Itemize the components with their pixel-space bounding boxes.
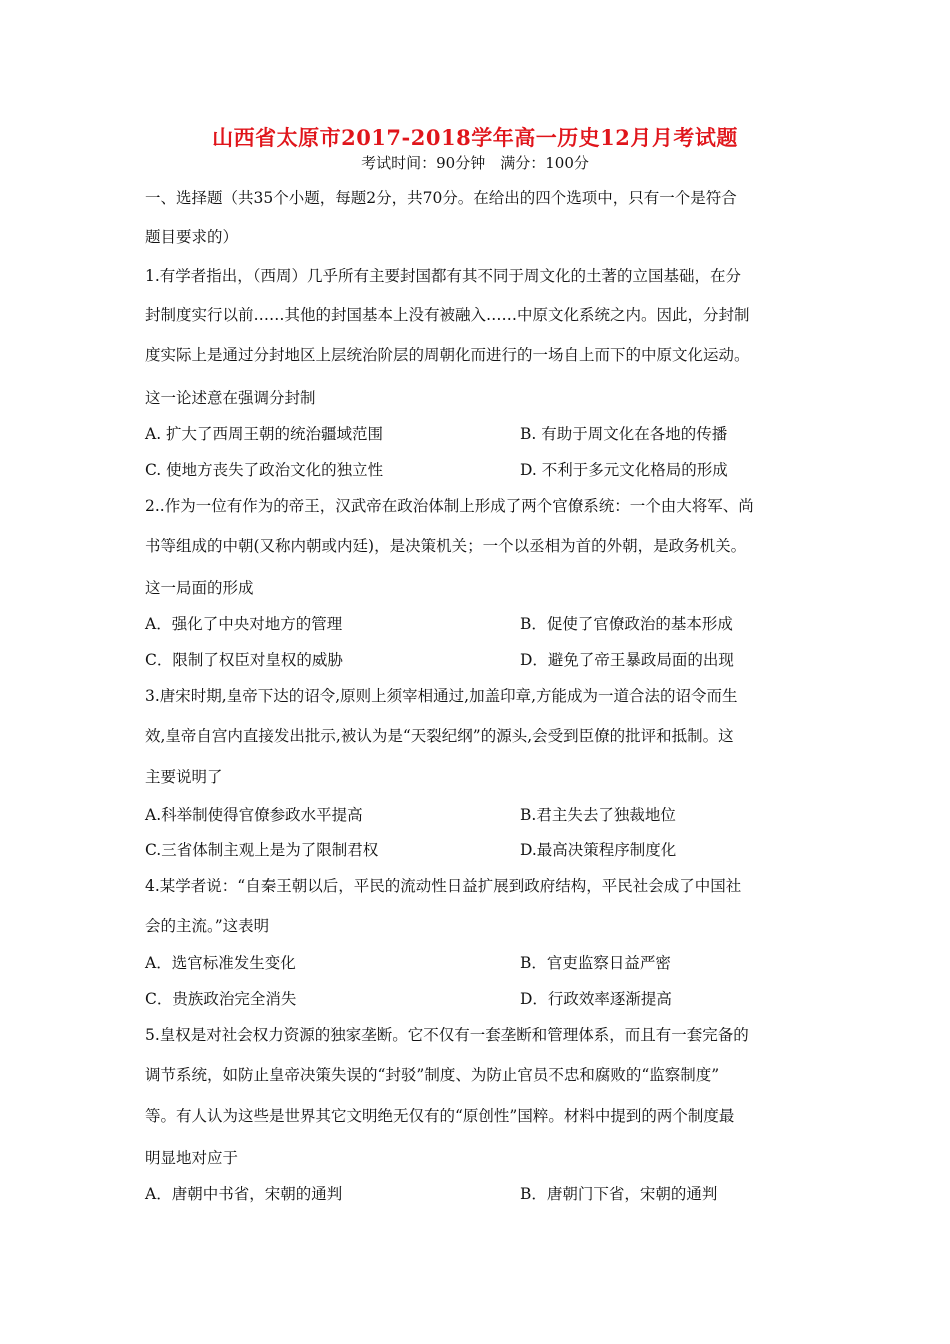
question-5-text: 明显地对应于 xyxy=(145,1149,239,1167)
question-4-option-d: D．行政效率逐渐提高 xyxy=(520,990,672,1008)
question-4-text: 会的主流。”这表明 xyxy=(145,917,270,935)
question-3-option-b: B.君主失去了独裁地位 xyxy=(520,806,676,824)
question-2-text: 书等组成的中朝(又称内朝或内廷)，是决策机关；一个以丞相为首的外朝，是政务机关。 xyxy=(145,537,747,555)
question-3-option-d: D.最高决策程序制度化 xyxy=(520,841,677,859)
question-4-option-c: C．贵族政治完全消失 xyxy=(145,990,297,1008)
question-1-text: 封制度实行以前……其他的封国基本上没有被融入……中原文化系统之内。因此，分封制 xyxy=(145,306,750,324)
page-title: 山西省太原市2017-2018学年高一历史12月月考试题 xyxy=(212,125,738,150)
question-4-text: 4.某学者说：“自秦王朝以后，平民的流动性日益扩展到政府结构，平民社会成了中国社 xyxy=(145,877,742,895)
question-1-text: 度实际上是通过分封地区上层统治阶层的周朝化而进行的一场自上而下的中原文化运动。 xyxy=(145,346,750,364)
question-5-text: 5.皇权是对社会权力资源的独家垄断。它不仅有一套垄断和管理体系，而且有一套完备的 xyxy=(145,1026,749,1044)
question-1-option-a: A. 扩大了西周王朝的统治疆域范围 xyxy=(145,425,384,443)
question-4-option-a: A．选官标准发生变化 xyxy=(145,954,296,972)
question-3-text: 效,皇帝自宫内直接发出批示,被认为是“天裂纪纲”的源头,会受到臣僚的批评和抵制。这 xyxy=(145,727,734,745)
question-3-option-c: C.三省体制主观上是为了限制君权 xyxy=(145,841,379,859)
question-4-option-b: B．官吏监察日益严密 xyxy=(520,954,671,972)
question-3-option-a: A.科举制使得官僚参政水平提高 xyxy=(145,806,363,824)
question-1-option-b: B. 有助于周文化在各地的传播 xyxy=(520,425,728,443)
question-1-text: 1.有学者指出，（西周）几乎所有主要封国都有其不同于周文化的土著的立国基础，在分 xyxy=(145,267,742,285)
exam-info: 考试时间：90分钟 满分：100分 xyxy=(361,154,589,172)
section-intro: 一、选择题（共35个小题，每题2分，共70分。在给出的四个选项中，只有一个是符合 xyxy=(145,189,737,207)
question-3-text: 主要说明了 xyxy=(145,768,223,786)
question-2-option-a: A．强化了中央对地方的管理 xyxy=(145,615,343,633)
question-2-text: 2..作为一位有作为的帝王，汉武帝在政治体制上形成了两个官僚系统：一个由大将军、尚 xyxy=(145,497,754,515)
question-1-option-c: C. 使地方丧失了政治文化的独立性 xyxy=(145,461,384,479)
question-2-option-c: C．限制了权臣对皇权的威胁 xyxy=(145,651,343,669)
question-3-text: 3.唐宋时期,皇帝下达的诏令,原则上须宰相通过,加盖印章,方能成为一道合法的诏令而生 xyxy=(145,687,738,705)
question-2-text: 这一局面的形成 xyxy=(145,579,254,597)
question-2-option-d: D．避免了帝王暴政局面的出现 xyxy=(520,651,734,669)
section-intro: 题目要求的） xyxy=(145,228,239,246)
question-5-text: 调节系统，如防止皇帝决策失误的“封驳”制度、为防止官员不忠和腐败的“监察制度” xyxy=(145,1066,720,1084)
question-5-option-b: B．唐朝门下省，宋朝的通判 xyxy=(520,1185,718,1203)
question-1-option-d: D. 不利于多元文化格局的形成 xyxy=(520,461,728,479)
question-5-text: 等。有人认为这些是世界其它文明绝无仅有的“原创性”国粹。材料中提到的两个制度最 xyxy=(145,1107,735,1125)
question-1-text: 这一论述意在强调分封制 xyxy=(145,389,316,407)
question-5-option-a: A．唐朝中书省，宋朝的通判 xyxy=(145,1185,343,1203)
question-2-option-b: B．促使了官僚政治的基本形成 xyxy=(520,615,733,633)
